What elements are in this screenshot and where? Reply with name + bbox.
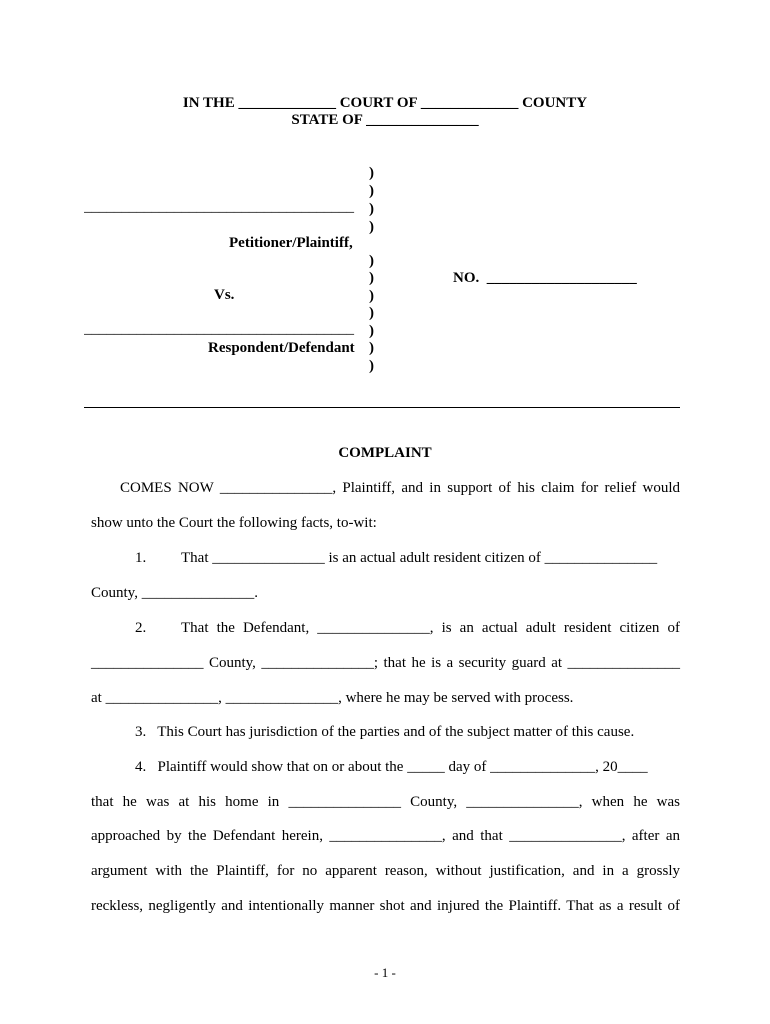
caption-paren: )	[369, 201, 374, 217]
intro-line-1: COMES NOW _______________, Plaintiff, and in support of his claim for relief would	[120, 480, 680, 496]
para-1-number: 1.	[135, 550, 147, 566]
para-2-line-3: at _______________, _______________, where he may be served with process.	[91, 690, 574, 706]
caption-paren: )	[369, 270, 374, 286]
para-2-number: 2.	[135, 620, 147, 636]
defendant-label: Respondent/Defendant	[208, 340, 355, 356]
para-4-line-5: reckless, negligently and intentionally manner shot and injured the Plaintiff. That as a result of	[91, 898, 680, 914]
para-2-line-1: That the Defendant, _______________, is an actual adult resident citizen of	[181, 620, 680, 636]
para-1-line-1: That _______________ is an actual adult resident citizen of _______________	[181, 550, 658, 566]
versus-label: Vs.	[214, 287, 235, 303]
caption-paren: )	[369, 183, 374, 199]
caption-paren: )	[369, 288, 374, 304]
caption-paren: )	[369, 253, 374, 269]
para-1-line-2: County, _______________.	[91, 585, 258, 601]
page-number: - 1 -	[374, 965, 396, 980]
caption-paren: )	[369, 305, 374, 321]
para-4-line-3: approached by the Defendant herein, _______________, and that _______________, after an	[91, 828, 680, 844]
para-4-line-1: 4. Plaintiff would show that on or about the _____ day of ______________, 20____	[135, 759, 648, 775]
plaintiff-label: Petitioner/Plaintiff,	[229, 235, 353, 251]
caption-paren: )	[369, 219, 374, 235]
para-4-line-2: that he was at his home in _______________ County, _______________, when he was	[91, 794, 680, 810]
caption-paren: )	[369, 340, 374, 356]
plaintiff-name-line: ____________________________________	[84, 199, 354, 215]
court-header-line2: STATE OF _______________	[291, 112, 479, 128]
document-title: COMPLAINT	[338, 445, 432, 461]
court-header-line1: IN THE _____________ COURT OF _____________ COUNTY	[182, 95, 588, 111]
caption-divider	[84, 407, 680, 408]
caption-paren: )	[369, 358, 374, 374]
para-2-line-2: _______________ County, _______________; that he is a security guard at _______________	[91, 655, 680, 671]
caption-paren: )	[369, 165, 374, 181]
intro-line-2: show unto the Court the following facts, to-wit:	[91, 515, 377, 531]
para-4-line-4: argument with the Plaintiff, for no apparent reason, without justification, and in a grossly	[91, 863, 680, 879]
defendant-name-line: ____________________________________	[84, 321, 354, 337]
caption-paren: )	[369, 323, 374, 339]
case-number-field: NO. ____________________	[453, 270, 637, 286]
para-3-line-1: 3. This Court has jurisdiction of the parties and of the subject matter of this cause.	[135, 724, 635, 740]
